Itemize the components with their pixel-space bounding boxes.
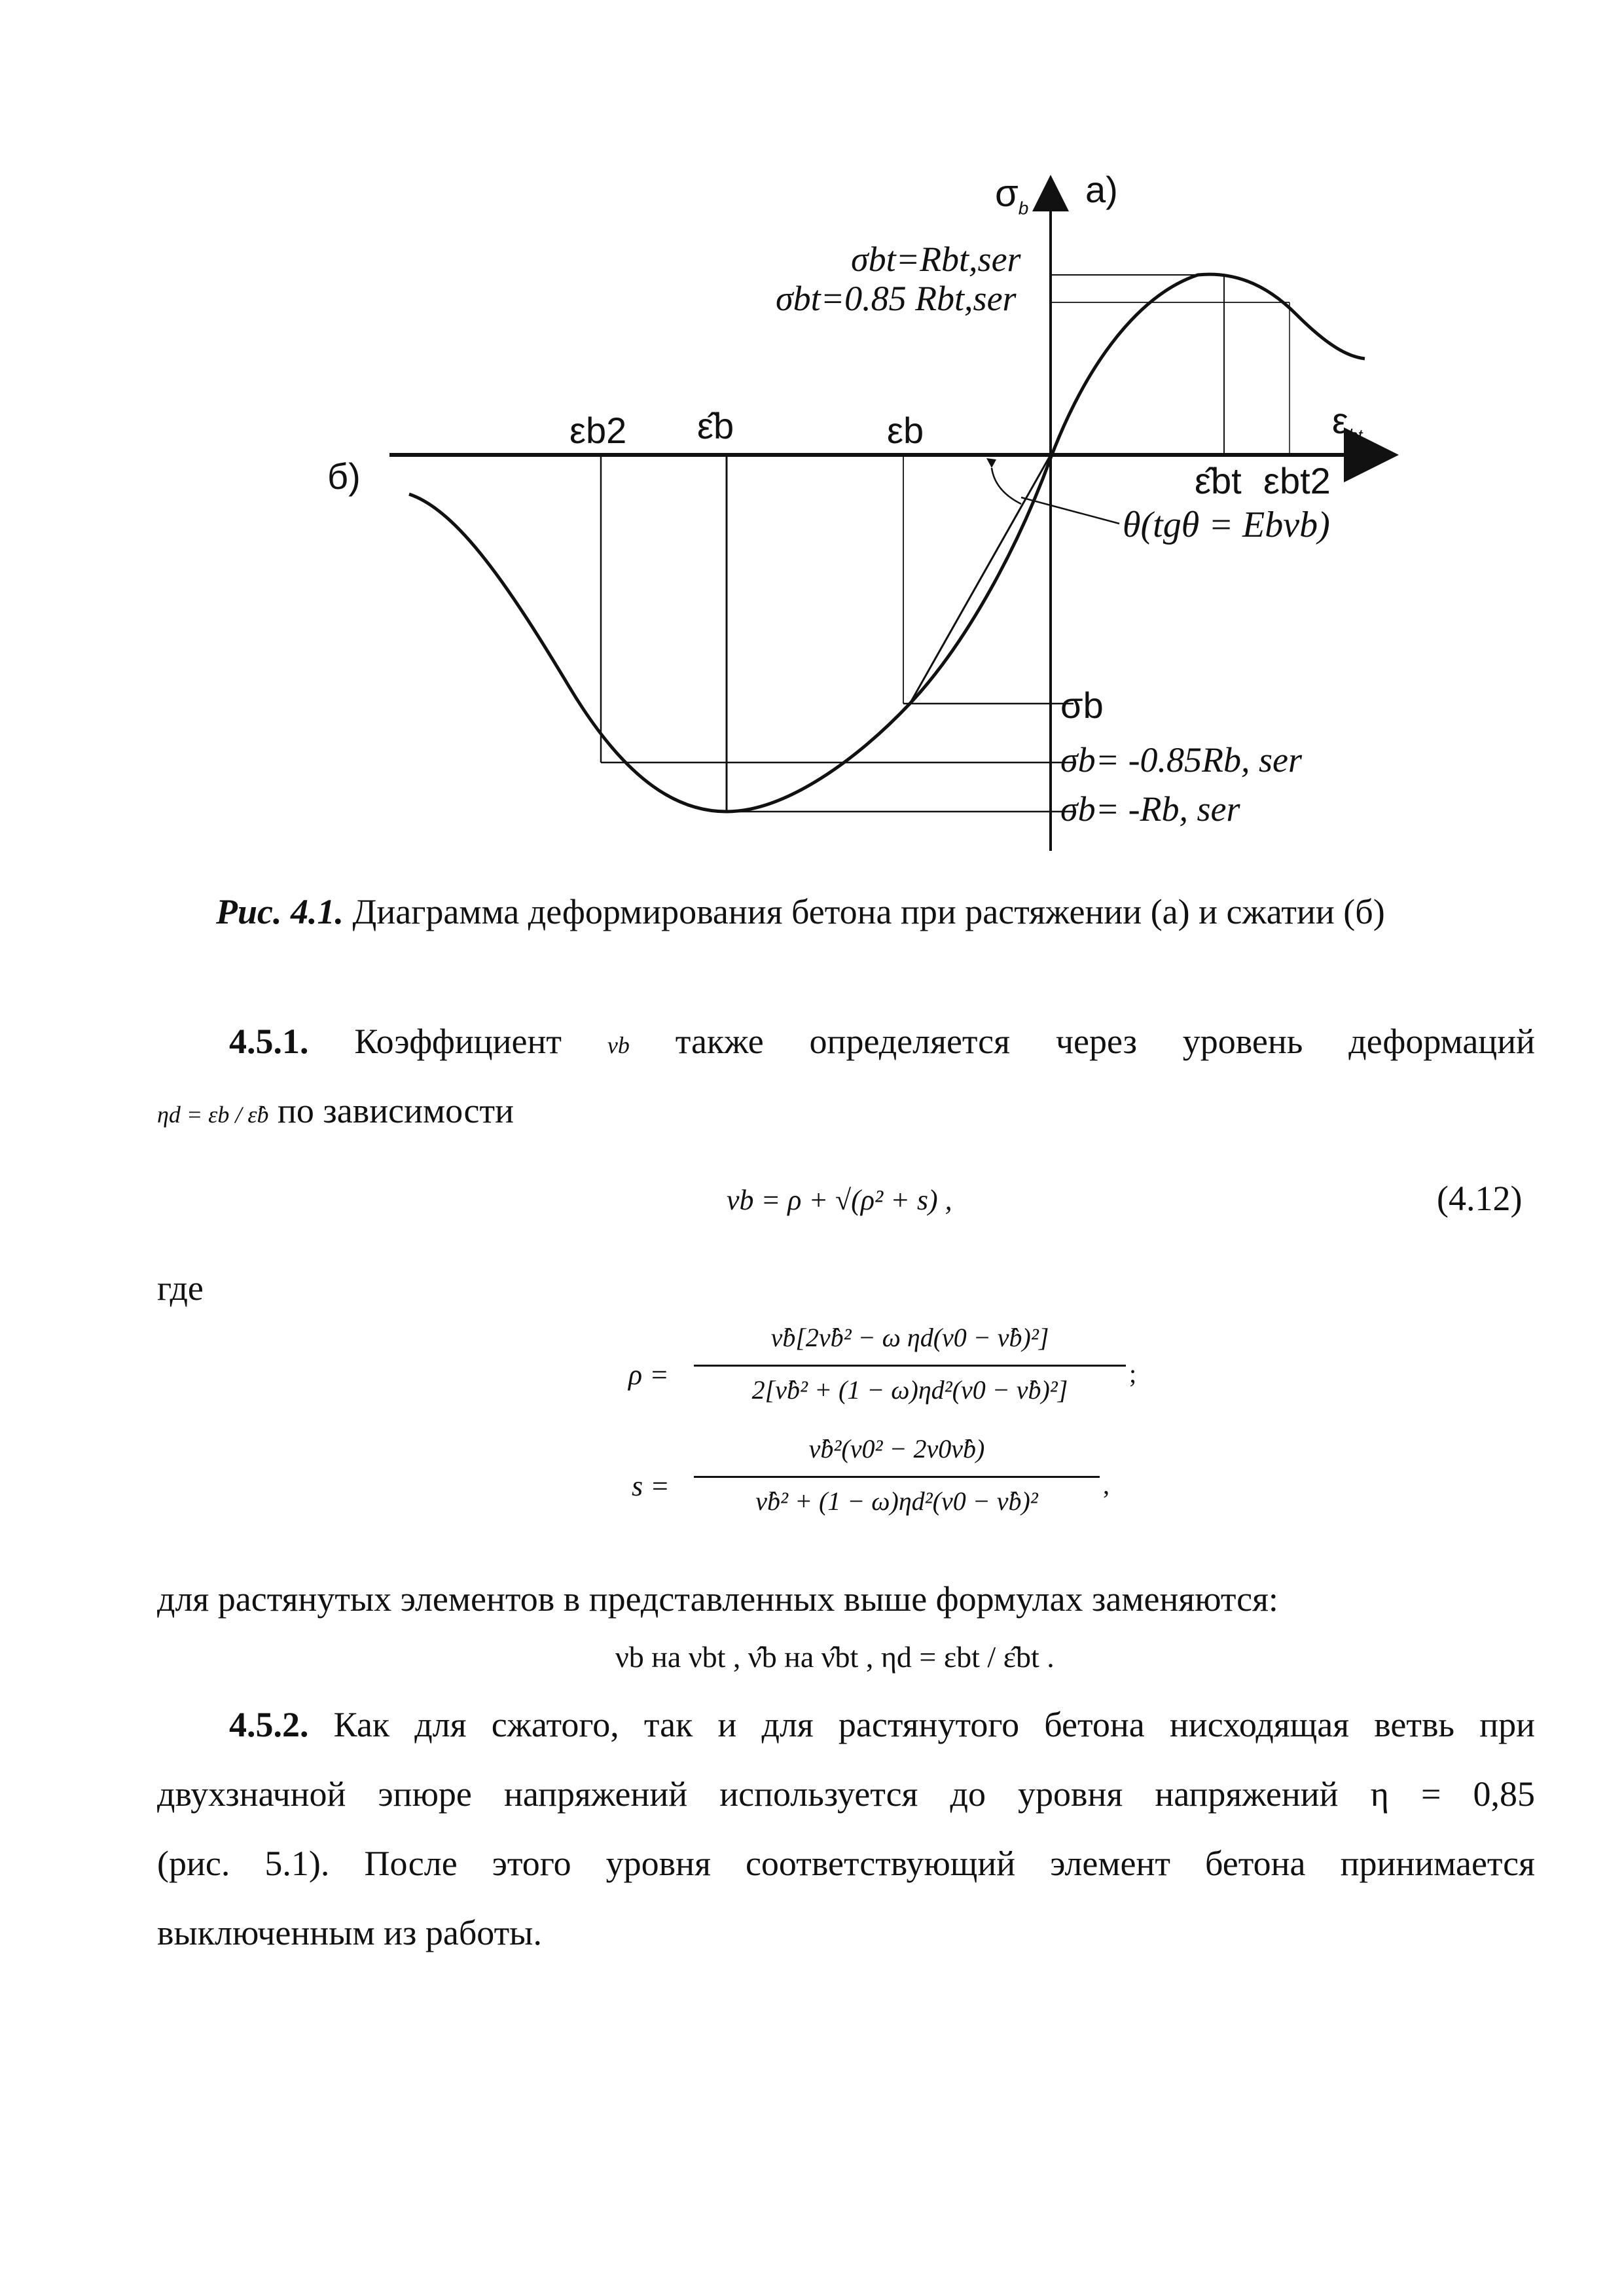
section-451-text2: также определяется через уровень деформаций <box>675 1022 1535 1061</box>
rho-lhs: ρ = <box>628 1359 669 1391</box>
label-sigma-b: σb <box>1060 685 1104 726</box>
figure-caption <box>216 891 1385 932</box>
eq-sigma-bt: σbt=Rbt,ser <box>851 240 1021 279</box>
nu-b-symbol: νb <box>607 1032 630 1058</box>
section-452-line4: выключенным из работы. <box>157 1913 542 1952</box>
caption-text: Диаграмма деформирования бетона при растяжении (а) и сжатии (б) <box>352 892 1385 931</box>
axis-sigma-label: $\sigma_b$ <box>995 172 1029 219</box>
theta-leader <box>1021 497 1119 524</box>
caption-label: Рис. 4.1. <box>216 892 344 931</box>
rho-numerator: ν̂b[2ν̂b² − ω ηd(ν0 − ν̂b)²] <box>770 1323 1049 1352</box>
s-fraction-bar <box>694 1476 1100 1478</box>
replacement-line: νb на νbt , ν̂b на ν̂bt , ηd = εbt / ε̂bt . <box>615 1640 1055 1674</box>
label-theta: θ(tgθ = Ebνb) <box>1123 505 1330 545</box>
section-452-number: 4.5.2. <box>229 1705 309 1744</box>
s-numerator: ν̂b²(ν0² − 2ν0ν̂b) <box>808 1434 985 1463</box>
label-sigma-R: σb= -Rb, ser <box>1060 789 1240 829</box>
label-eps-b-hat: ε̂b <box>697 405 734 446</box>
section-452-text1: Как для сжатого, так и для растянутого бетона нисходящая ветвь при <box>333 1705 1535 1744</box>
section-451-text3: по зависимости <box>278 1091 514 1130</box>
rho-fraction-bar <box>694 1365 1126 1367</box>
s-denominator: ν̂b² + (1 − ω)ηd²(ν0 − ν̂b)² <box>755 1486 1038 1516</box>
axis-eps-label: $\varepsilon_{bt}$ <box>1332 400 1363 446</box>
secant-line <box>910 455 1051 704</box>
section-452-line2: двухзначной эпюре напряжений используется до уровня напряжений η = 0,85 <box>157 1774 1535 1814</box>
equation-4-12-number: (4.12) <box>1437 1179 1523 1218</box>
section-451-line1 <box>157 1007 1535 1080</box>
rho-denominator: 2[ν̂b² + (1 − ω)ηd²(ν0 − ν̂b)²] <box>751 1375 1068 1405</box>
section-452-line1 <box>157 1690 1535 1759</box>
label-eps-bt-hat: ε̂bt <box>1195 460 1242 501</box>
label-eps-b2: εb2 <box>569 410 627 451</box>
label-eps-bt2: εbt2 <box>1263 460 1331 501</box>
label-sigma-085: σb= -0.85Rb, ser <box>1060 740 1303 780</box>
label-eps-b: εb <box>887 410 924 451</box>
section-452-line3: (рис. 5.1). После этого уровня соответствующий элемент бетона принимается <box>157 1844 1535 1883</box>
label-b: б) <box>327 456 361 497</box>
tension-line: для растянутых элементов в представленных выше формулах заменяются: <box>157 1579 1278 1619</box>
equation-4-12: νb = ρ + √(ρ² + s) , <box>727 1184 952 1216</box>
label-a: а) <box>1085 169 1118 210</box>
s-tail: , <box>1103 1470 1110 1499</box>
theta-arc <box>992 468 1021 504</box>
eta-d-expression: ηd = εb / ε̂b <box>157 1102 269 1128</box>
section-451-number: 4.5.1. <box>229 1022 309 1061</box>
rho-tail: ; <box>1129 1359 1137 1388</box>
eq-sigma-bt-085: σbt=0.85 Rbt,ser <box>776 279 1017 318</box>
s-lhs: s = <box>632 1470 670 1502</box>
section-451-text1: Коэффициент <box>354 1022 562 1061</box>
stress-strain-diagram <box>0 0 1624 870</box>
section-451-line2 <box>157 1076 514 1149</box>
where-word: где <box>157 1268 204 1308</box>
